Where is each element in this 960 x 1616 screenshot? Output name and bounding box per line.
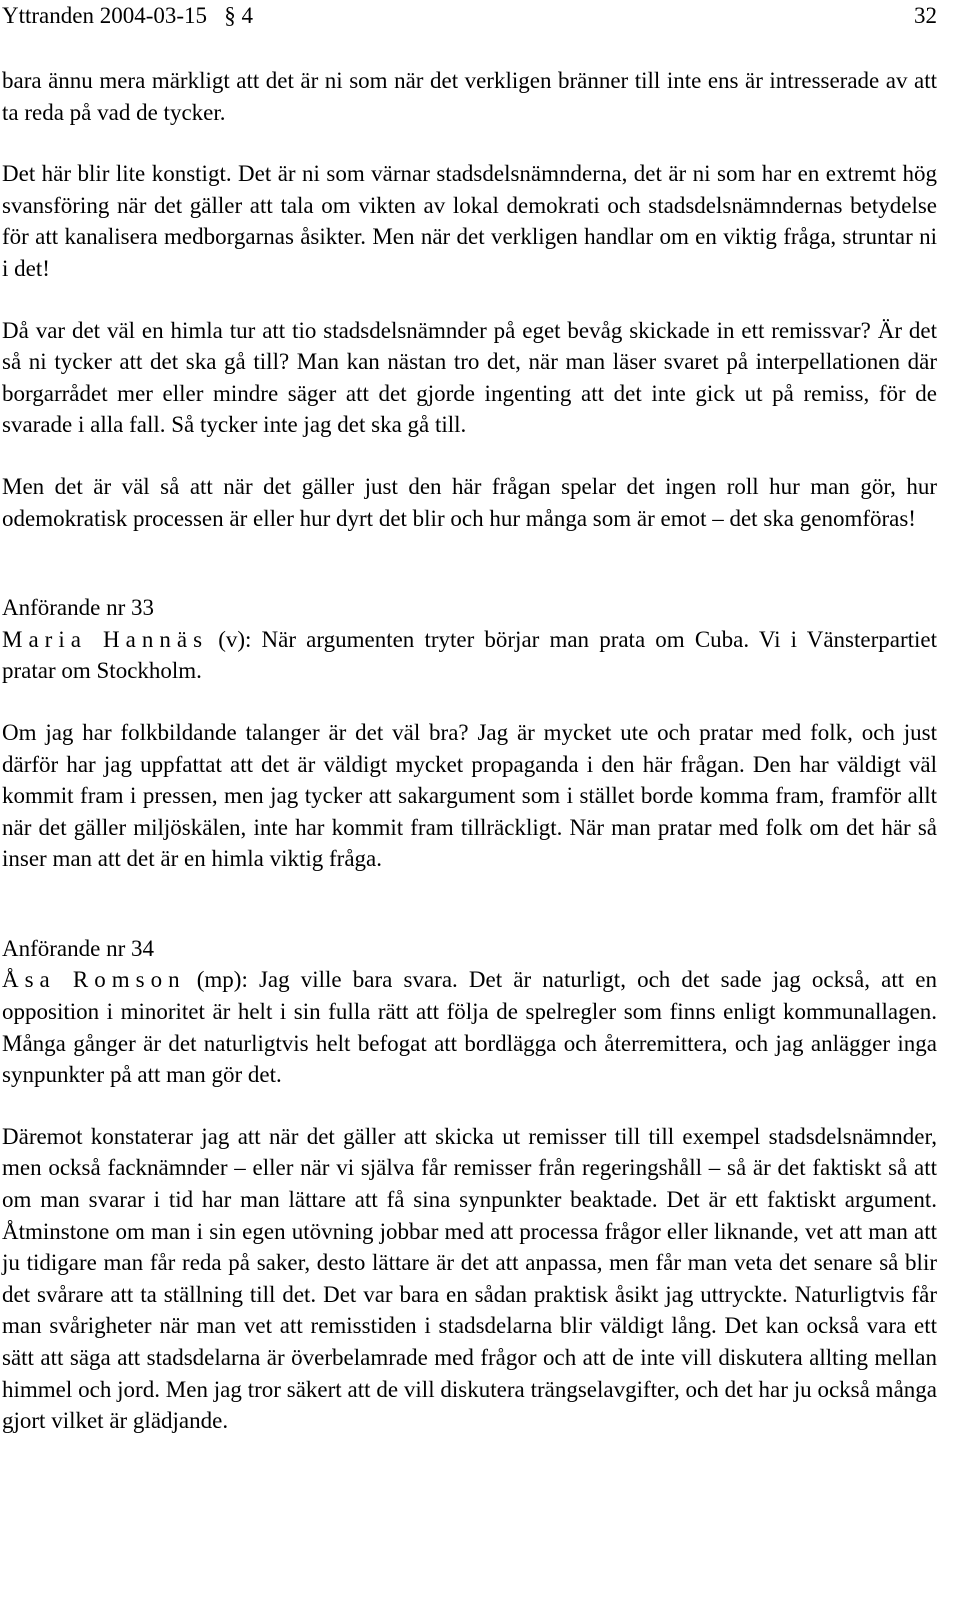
speaker-name: Maria Hannäs — [2, 626, 209, 652]
speech-opening — [2, 624, 937, 687]
page-number: 32 — [914, 3, 937, 28]
speech-heading: Anförande nr 34 — [2, 935, 155, 961]
header-left — [2, 0, 253, 32]
header-section: § 4 — [224, 3, 254, 28]
speech-opening — [2, 964, 937, 1090]
paragraph: Det här blir lite konstigt. Det är ni som värnar stadsdelsnämnderna, det är ni som har en extremt hög svansföring när det gäller att tala om vikten av lokal demokrati och stadsdelsnämndernas betydelse för att kanalisera medborgarnas åsikter. Men när det verkligen handlar om en viktig fråga, struntar ni i det! — [2, 161, 937, 281]
speech-text: (v): När argumenten tryter börjar man prata om Cuba. Vi i Vänsterpartiet pratar om Stockholm. — [2, 626, 937, 684]
paragraph: Då var det väl en himla tur att tio stadsdelsnämnder på eget bevåg skickade in ett remissvar? Är det så ni tycker att det ska gå till? Man kan nästan tro det, när man läser svaret på interpellationen där borgarrådet mer eller mindre säger att det gjorde ingenting att det inte gick ut på remiss, för de svarade i alla fall. Så tycker inte jag det ska gå till. — [2, 317, 937, 438]
speaker-name: Åsa Romson — [2, 967, 186, 993]
speech-heading: Anförande nr 33 — [2, 595, 155, 621]
paragraph: Om jag har folkbildande talanger är det väl bra? Jag är mycket ute och pratar med folk, och just därför har jag uppfattat att det är väldigt mycket propaganda i den här frågan. Den har väldigt väl kommit fram i pressen, men jag tycker att sakargument som i stället borde komma fram, framför allt när det gäller miljöskälen, inte har kommit fram tillräckligt. När man pratar med folk om det här så inser man att det är en himla viktig fråga. — [2, 719, 937, 872]
paragraph: Däremot konstaterar jag att när det gäller att skicka ut remisser till till exempel stadsdelsnämnder, men också facknämnder – eller när vi själva får remisser från regeringshåll – så är det faktiskt så att om man svarar i tid har man lättare att få sina synpunkter beaktade. Det är ett faktiskt argument. Åtminstone om man i sin egen utövning jobbar med att processa frågor eller liknande, vet att man att ju tidigare man får reda på saker, desto lättare är det att anpassa, men får man veta det senare så blir det svårare att ta ställning till det. Det var bara en sådan praktisk åsikt jag uttryckte. Naturligtvis får man svårigheter när man vet att remisstiden i stadsdelarna blir väldigt lång. Det kan också vara ett sätt att säga att stadsdelarna är överbelamrade med frågor och att de inte vill diskutera allting mellan himmel och jord. Men jag tror säkert att de vill diskutera trängselavgifter, och det har ju också många gjort vilket är glädjande. — [2, 1123, 937, 1434]
header-date-title: Yttranden 2004-03-15 — [2, 3, 208, 28]
paragraph: bara ännu mera märkligt att det är ni som när det verkligen bränner till inte ens är intresserade av att ta reda på vad de tycker. — [2, 68, 937, 125]
page-header — [2, 0, 937, 31]
paragraph: Men det är väl så att när det gäller just den här frågan spelar det ingen roll hur man gör, hur odemokratisk processen är eller hur dyrt det blir och hur många som är emot – det ska genomföras! — [2, 473, 937, 531]
speech-text: (mp): Jag ville bara svara. Det är naturligt, och det sade jag också, att en opposition i minoritet är helt i sin fulla rätt att följa de spelregler som finns enligt kommunallagen. Många gånger är det naturligtvis helt befogat att bordlägga och återremittera, och jag anlägger inga synpunkter på att man gör det. — [2, 967, 937, 1088]
